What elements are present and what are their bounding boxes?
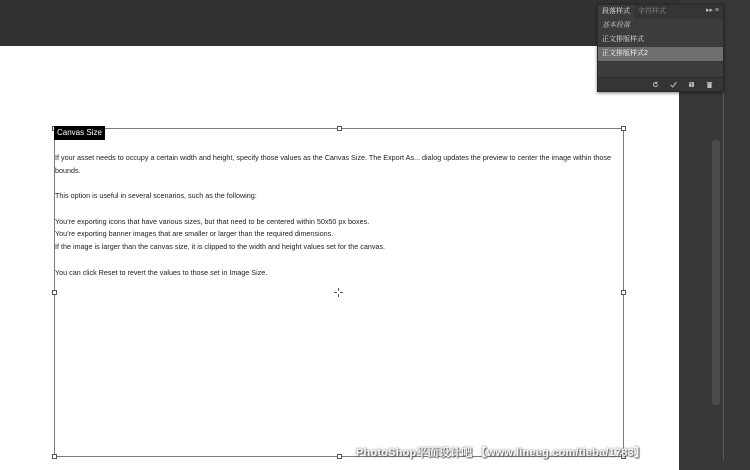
paragraph: You can click Reset to revert the values to those set in Image Size.: [55, 267, 268, 277]
resize-handle-middle-right[interactable]: [621, 290, 626, 295]
crosshair-icon: [334, 288, 343, 297]
paragraph: This option is useful in several scenarios, such as the following:: [55, 191, 257, 201]
paragraph: If the image is larger than the canvas size, it is clipped to the width and height values set for the canvas.: [55, 241, 386, 251]
style-item-basic-paragraph[interactable]: 基本段落: [602, 22, 630, 29]
reset-icon[interactable]: [652, 81, 659, 88]
panel-tab-bar: [598, 5, 723, 19]
tab-character-styles[interactable]: 字符样式: [638, 8, 666, 15]
panel-menu-icon[interactable]: ▸▸ ≡: [705, 7, 719, 14]
resize-handle-middle-left[interactable]: [52, 290, 57, 295]
resize-handle-bottom-left[interactable]: [52, 454, 57, 459]
resize-handle-bottom-center[interactable]: [337, 454, 342, 459]
resize-handle-top-right[interactable]: [621, 126, 626, 131]
vertical-scrollbar[interactable]: [712, 140, 720, 405]
check-icon[interactable]: [670, 81, 677, 88]
canvas-size-label: Canvas Size: [54, 126, 105, 140]
paragraph-styles-panel: [597, 4, 724, 92]
style-item-body-text[interactable]: 正文排版样式: [602, 36, 644, 43]
text-content[interactable]: [55, 152, 627, 279]
panel-footer: [598, 77, 723, 91]
style-item-body-text-2[interactable]: 正文排版样式2: [598, 47, 723, 61]
watermark: PhotoShop平面设计吧 【www.lineeg.com/tieba/1783】: [356, 447, 646, 459]
tab-paragraph-styles[interactable]: 段落样式: [598, 5, 634, 19]
new-style-icon[interactable]: [688, 81, 695, 88]
trash-icon[interactable]: [706, 81, 713, 88]
paragraph: If your asset needs to occupy a certain width and height, specify those values as the Canvas Size. The Export As... dialog updates the preview to center the image within those bounds.: [55, 153, 612, 175]
resize-handle-top-center[interactable]: [337, 126, 342, 131]
paragraph: You’re exporting banner images that are smaller or larger than the required dimensions.: [55, 229, 334, 239]
paragraph: You’re exporting icons that have various sizes, but that need to be centered within 50x50 px boxes.: [55, 216, 370, 226]
